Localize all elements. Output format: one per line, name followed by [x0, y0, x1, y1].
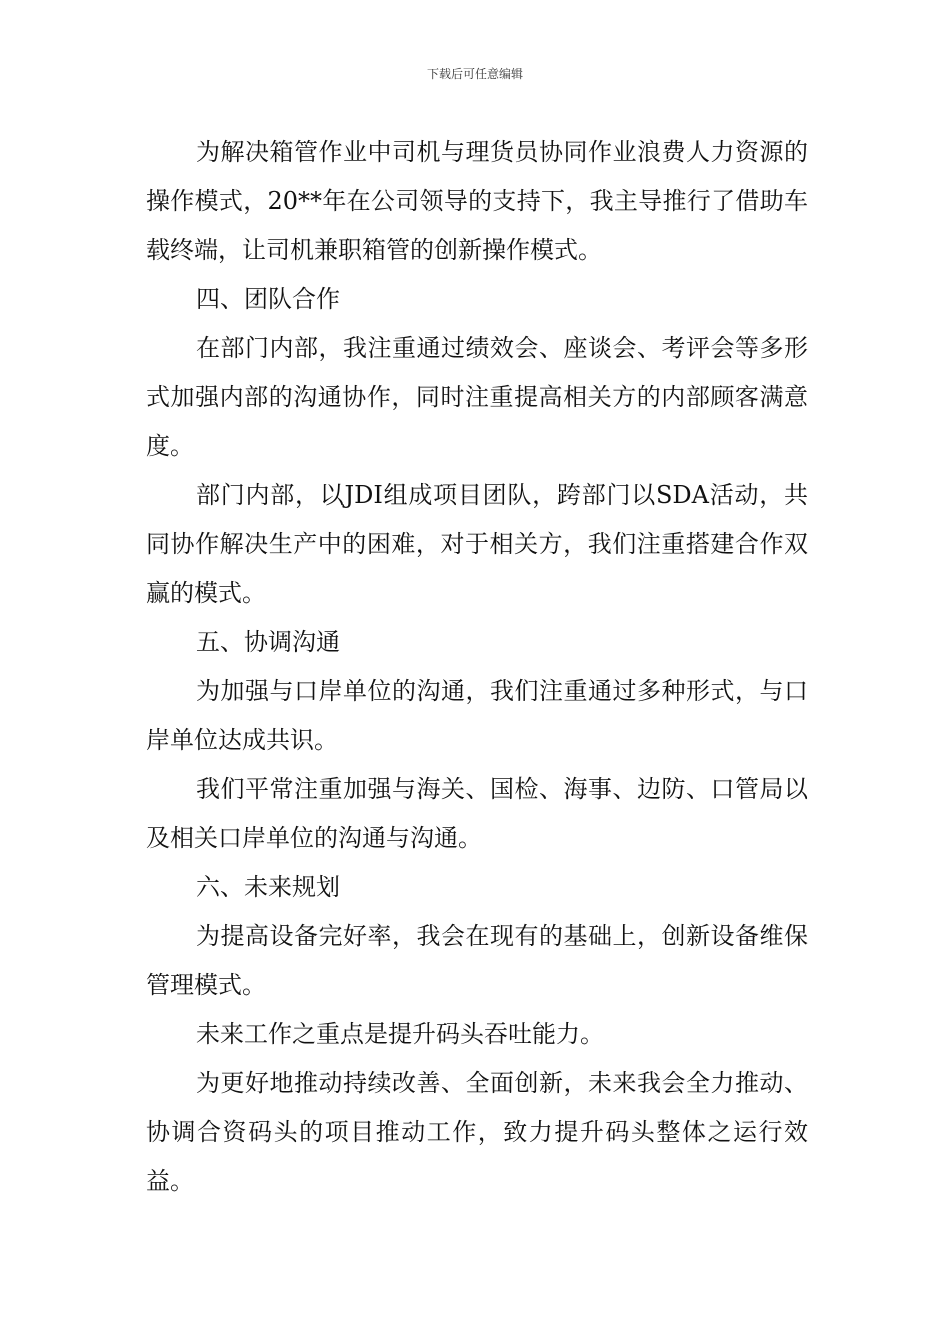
paragraph: 为加强与口岸单位的沟通，我们注重通过多种形式，与口岸单位达成共识。 [146, 677, 808, 754]
paragraph: 未来工作之重点是提升码头吞吐能力。 [196, 1020, 604, 1048]
section-heading: 四、团队合作 [196, 285, 340, 313]
section-heading: 六、未来规划 [196, 873, 340, 901]
page-header: 下载后可任意编辑 [426, 67, 523, 81]
paragraph: 部门内部，以JDI组成项目团队，跨部门以SDA活动，共同协作解决生产中的困难，对于相关方，我们注重搭建合作双赢的模式。 [146, 481, 808, 607]
document-body [146, 128, 808, 1206]
paragraph: 为提高设备完好率，我会在现有的基础上，创新设备维保管理模式。 [146, 922, 808, 999]
section-heading: 五、协调沟通 [196, 628, 340, 656]
paragraph: 我们平常注重加强与海关、国检、海事、边防、口管局以及相关口岸单位的沟通与沟通。 [146, 775, 808, 852]
paragraph: 在部门内部，我注重通过绩效会、座谈会、考评会等多形式加强内部的沟通协作，同时注重提高相关方的内部顾客满意度。 [146, 334, 808, 460]
paragraph: 为解决箱管作业中司机与理货员协同作业浪费人力资源的操作模式，20**年在公司领导的支持下，我主导推行了借助车载终端，让司机兼职箱管的创新操作模式。 [146, 138, 808, 264]
paragraph: 为更好地推动持续改善、全面创新，未来我会全力推动、协调合资码头的项目推动工作，致力提升码头整体之运行效益。 [146, 1069, 808, 1195]
